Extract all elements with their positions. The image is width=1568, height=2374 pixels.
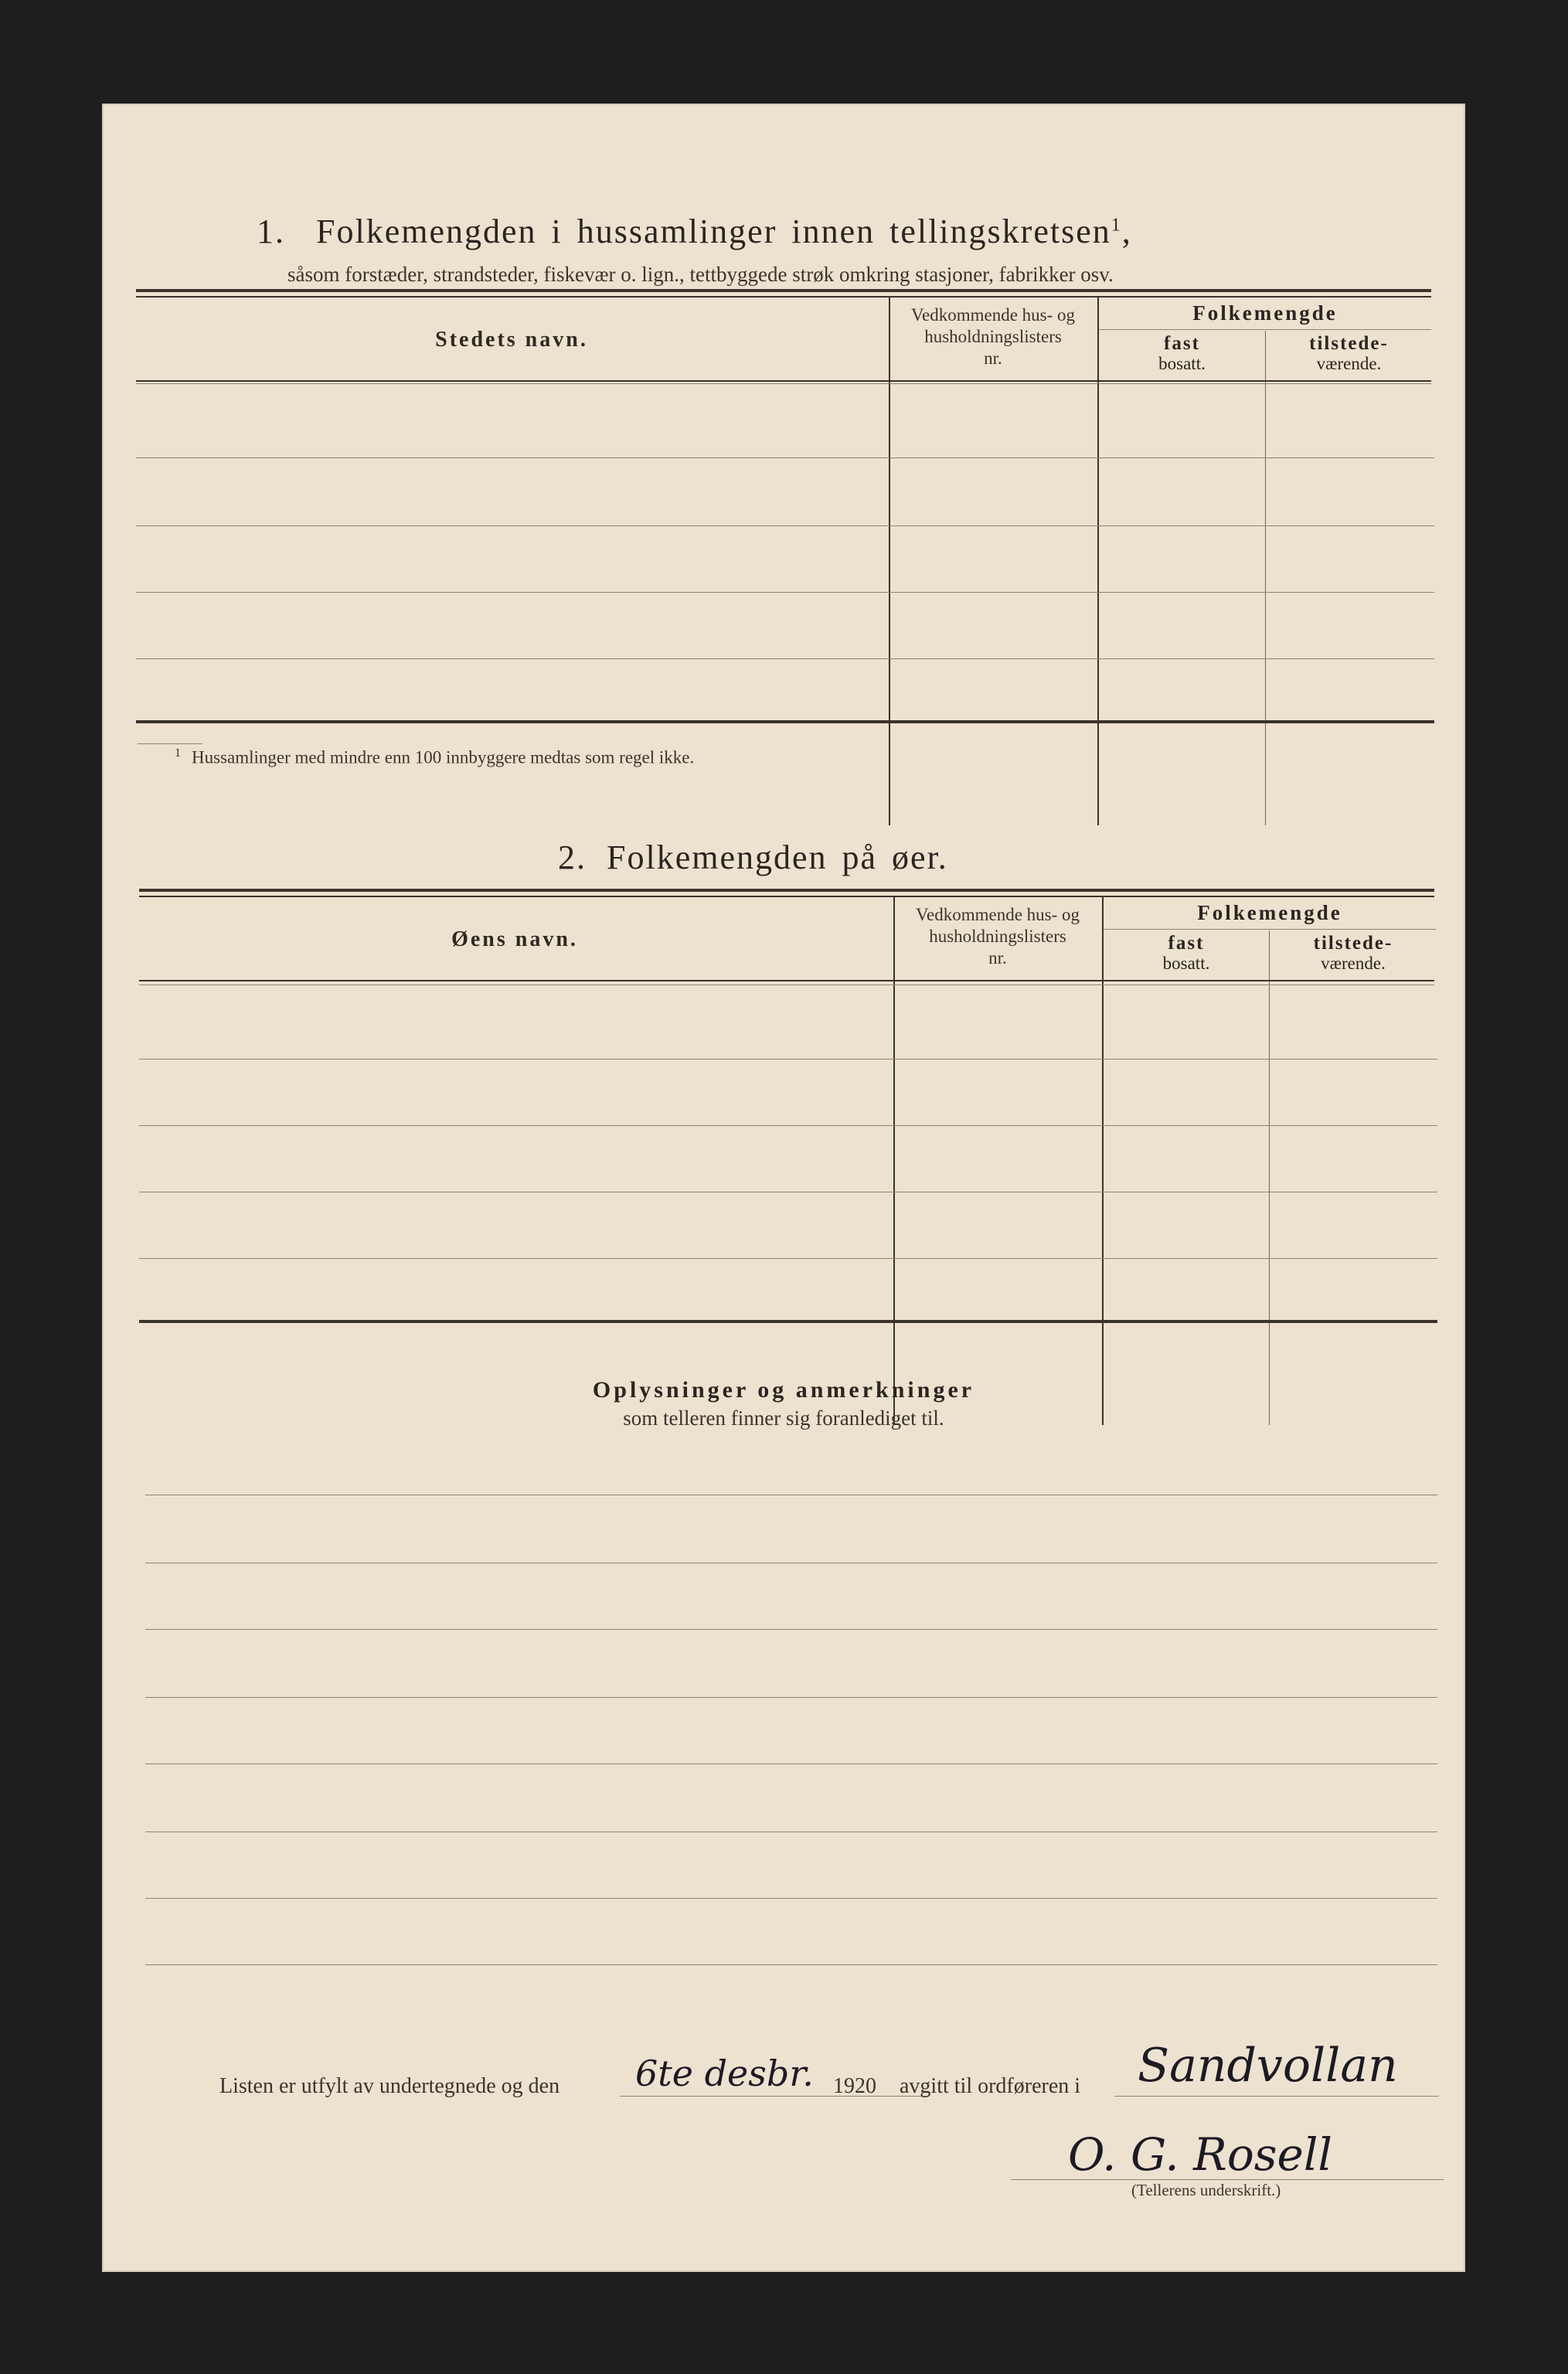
col-header-vaerende: værende. [1316, 354, 1382, 373]
column-divider [1265, 331, 1266, 825]
header-bottom-rule [139, 980, 1434, 981]
footnote-mark: 1 [175, 747, 181, 760]
section1-subtitle: såsom forstæder, strandsteder, fiskevær o. lign., tettbyggede strøk omkring stasjoner, fabrikker osv. [287, 263, 1114, 286]
table-bottom-rule [139, 1320, 1437, 1323]
signature-caption: (Tellerens underskrift.) [1131, 2181, 1281, 2199]
completion-text-2: avgitt til ordføreren i [900, 2074, 1081, 2098]
date-underline [620, 2096, 927, 2097]
col-header-list-number [890, 304, 1096, 369]
remarks-line [145, 1964, 1437, 1965]
footnote-text: Hussamlinger med mindre enn 100 innbyggere medtas som regel ikke. [192, 747, 695, 767]
section2-title [558, 838, 948, 877]
handwritten-place: Sandvollan [1138, 2039, 1398, 2093]
table-row-rule [136, 592, 1434, 593]
header-bottom-rule [136, 380, 1431, 382]
col-header-list-line3: nr. [984, 349, 1002, 368]
col-header-island-name: Øens navn. [451, 927, 578, 951]
column-divider [889, 297, 890, 825]
col-header-fast-bosatt [1104, 934, 1269, 974]
col-header-fast: fast [1164, 333, 1200, 354]
footnote-rule [138, 743, 202, 744]
section2-number: 2. [558, 838, 587, 876]
completion-year: 1920 [833, 2074, 876, 2098]
col-header-place-name: Stedets navn. [435, 328, 588, 352]
col-header-bosatt: bosatt. [1162, 954, 1210, 973]
col-header-fast-bosatt [1099, 334, 1265, 374]
handwritten-date: 6te desbr. [635, 2053, 814, 2094]
place-underline [1114, 2096, 1439, 2097]
section1-number: 1. [257, 213, 285, 250]
table-rule [136, 383, 1431, 384]
col-header-list-line2: husholdningslisters [929, 927, 1066, 946]
remarks-subtitle: som telleren finner sig foranlediget til. [623, 1406, 944, 1430]
col-header-bosatt: bosatt. [1158, 354, 1206, 373]
table-rule [1099, 329, 1431, 330]
table-row-rule [139, 1258, 1437, 1259]
signature-underline [1011, 2179, 1444, 2180]
col-header-list-line3: nr. [988, 948, 1007, 968]
table-rule [136, 296, 1431, 298]
remarks-title: Oplysninger og anmerkninger [592, 1377, 975, 1403]
col-header-tilstede: tilstede- [1309, 333, 1389, 354]
column-divider [893, 896, 895, 1425]
col-header-folkemengde: Folkemengde [1197, 901, 1342, 924]
column-divider [1097, 297, 1099, 825]
col-header-tilstedevaerende [1270, 934, 1436, 974]
remarks-line [145, 1763, 1437, 1764]
table-row-rule [136, 658, 1434, 659]
col-header-list-line1: Vedkommende hus- og [910, 305, 1076, 325]
column-divider [1269, 930, 1270, 1425]
col-header-vaerende: værende. [1321, 954, 1386, 973]
section2-title-text: Folkemengden på øer. [607, 838, 948, 876]
column-divider [1102, 896, 1104, 1425]
handwritten-signature: O. G. Rosell [1068, 2128, 1332, 2181]
census-form-page [102, 104, 1465, 2272]
col-header-list-line2: husholdningslisters [924, 327, 1062, 346]
table-rule [136, 289, 1431, 292]
col-header-list-line1: Vedkommende hus- og [915, 905, 1080, 924]
col-header-list-number [895, 904, 1100, 969]
table-rule [1104, 929, 1436, 930]
table-row-rule [139, 1125, 1437, 1126]
footnote [175, 747, 694, 768]
section1-title-text: Folkemengden i hussamlinger innen tellingskretsen [316, 213, 1111, 250]
col-header-tilstedevaerende [1267, 334, 1431, 374]
section1-title-footnote-ref: 1 [1111, 215, 1122, 236]
table-bottom-rule [136, 720, 1434, 723]
col-header-fast: fast [1168, 933, 1205, 954]
section1-title-end: , [1121, 213, 1132, 250]
remarks-line [145, 1629, 1437, 1630]
table-rule [139, 896, 1434, 897]
table-row-rule [136, 457, 1434, 458]
remarks-line [145, 1697, 1437, 1698]
remarks-line [145, 1898, 1437, 1899]
col-header-tilstede: tilstede- [1313, 933, 1393, 954]
col-header-folkemengde: Folkemengde [1192, 301, 1338, 325]
completion-text-1: Listen er utfylt av undertegnede og den [219, 2074, 560, 2098]
section1-title [257, 212, 1416, 251]
table-rule [139, 889, 1434, 892]
table-row-rule [136, 525, 1434, 526]
